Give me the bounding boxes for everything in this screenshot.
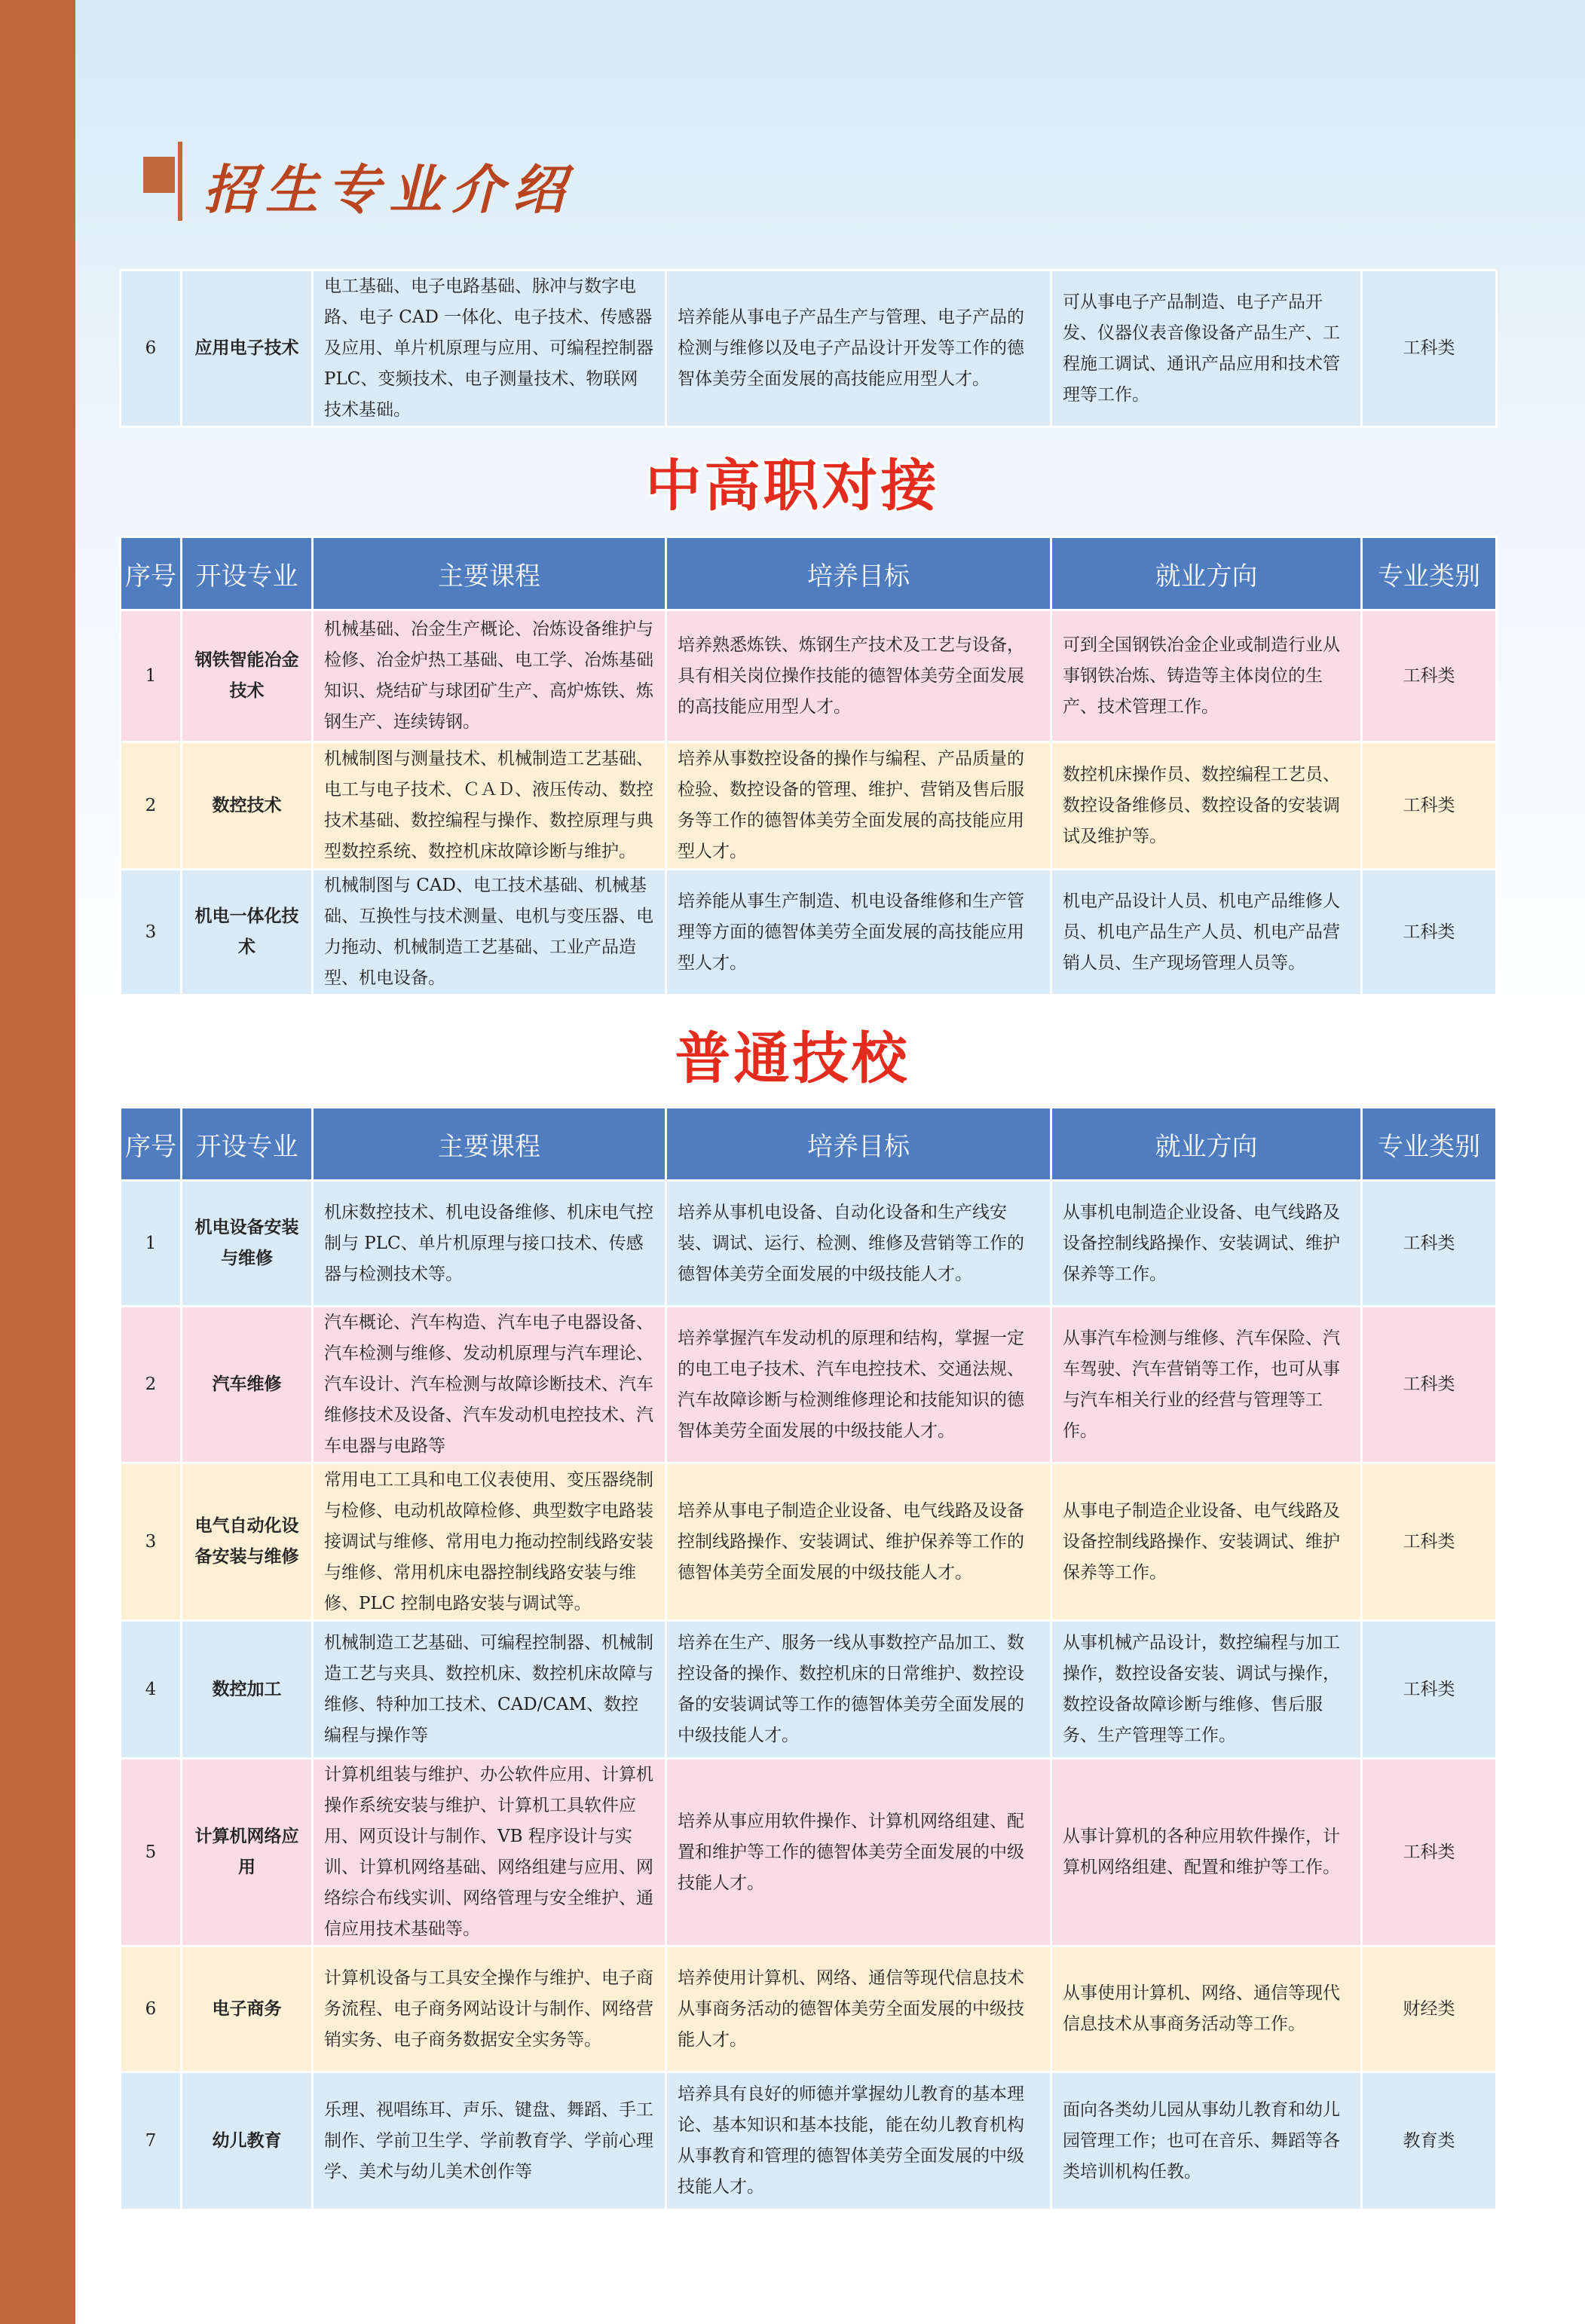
employment-direction: 从事计算机的各种应用软件操作，计算机网络组建、配置和维护等工作。 — [1052, 1760, 1360, 1945]
major-category: 工科类 — [1363, 1307, 1495, 1462]
major-name: 计算机网络应用 — [182, 1760, 311, 1945]
training-goal: 培养使用计算机、网络、通信等现代信息技术从事商务活动的德智体美劳全面发展的中级技能人才。 — [667, 1947, 1050, 2071]
employment-direction: 从事机械产品设计，数控编程与加工操作，数控设备安装、调试与操作，数控设备故障诊断与维修、售后服务、生产管理等工作。 — [1052, 1622, 1360, 1757]
table-row — [121, 743, 1495, 868]
row-index: 6 — [121, 271, 180, 426]
table-header-row — [121, 538, 1495, 609]
employment-direction: 机电产品设计人员、机电产品维修人员、机电产品生产人员、机电产品营销人员、生产现场管理人员等。 — [1052, 870, 1360, 994]
header-block-icon — [143, 157, 175, 193]
header-job: 就业方向 — [1052, 1108, 1360, 1179]
major-category: 工科类 — [1363, 1622, 1495, 1757]
major-name: 电气自动化设备安装与维修 — [182, 1464, 311, 1619]
middle-table — [119, 536, 1498, 996]
major-name: 数控技术 — [182, 743, 311, 868]
table-row — [121, 1760, 1495, 1945]
table-row — [121, 1464, 1495, 1619]
table-row — [121, 271, 1495, 426]
training-goal: 培养在生产、服务一线从事数控产品加工、数控设备的操作、数控机床的日常维护、数控设备的安装调试等工作的德智体美劳全面发展的中级技能人才。 — [667, 1622, 1050, 1757]
employment-direction: 面向各类幼儿园从事幼儿教育和幼儿园管理工作；也可在音乐、舞蹈等各类培训机构任教。 — [1052, 2073, 1360, 2209]
table-header-row — [121, 1108, 1495, 1179]
main-courses: 计算机设备与工具安全操作与维护、电子商务流程、电子商务网站设计与制作、网络营销实务、电子商务数据安全实务等。 — [314, 1947, 665, 2071]
training-goal: 培养具有良好的师德并掌握幼儿教育的基本理论、基本知识和基本技能，能在幼儿教育机构从事教育和管理的德智体美劳全面发展的中级技能人才。 — [667, 2073, 1050, 2209]
header-category: 专业类别 — [1363, 538, 1495, 609]
major-category: 工科类 — [1363, 611, 1495, 741]
employment-direction: 从事电子制造企业设备、电气线路及设备控制线路操作、安装调试、维护保养等工作。 — [1052, 1464, 1360, 1619]
header-index: 序号 — [121, 538, 180, 609]
page-title: 招生专业介绍 — [203, 158, 574, 221]
major-category: 工科类 — [1363, 271, 1495, 426]
training-goal: 培养从事数控设备的操作与编程、产品质量的检验、数控设备的管理、维护、营销及售后服务等工作的德智体美劳全面发展的高技能应用型人才。 — [667, 743, 1050, 868]
major-category: 教育类 — [1363, 2073, 1495, 2209]
row-index: 3 — [121, 870, 180, 994]
header-courses: 主要课程 — [314, 538, 665, 609]
table-row — [121, 611, 1495, 741]
table-row — [121, 1307, 1495, 1462]
major-category: 工科类 — [1363, 743, 1495, 868]
employment-direction: 从事使用计算机、网络、通信等现代信息技术从事商务活动等工作。 — [1052, 1947, 1360, 2071]
header-major: 开设专业 — [182, 538, 311, 609]
major-name: 钢铁智能冶金技术 — [182, 611, 311, 741]
main-courses: 汽车概论、汽车构造、汽车电子电器设备、汽车检测与维修、发动机原理与汽车理论、汽车设计、汽车检测与故障诊断技术、汽车维修技术及设备、汽车发动机电控技术、汽车电器与电路等 — [314, 1307, 665, 1462]
main-courses: 乐理、视唱练耳、声乐、键盘、舞蹈、手工制作、学前卫生学、学前教育学、学前心理学、美术与幼儿美术创作等 — [314, 2073, 665, 2209]
header-job: 就业方向 — [1052, 538, 1360, 609]
major-name: 机电一体化技术 — [182, 870, 311, 994]
header-courses: 主要课程 — [314, 1108, 665, 1179]
header-index: 序号 — [121, 1108, 180, 1179]
row-index: 2 — [121, 743, 180, 868]
major-name: 机电设备安装与维修 — [182, 1182, 311, 1305]
row-index: 7 — [121, 2073, 180, 2209]
major-category: 财经类 — [1363, 1947, 1495, 2071]
major-category: 工科类 — [1363, 1760, 1495, 1945]
major-category: 工科类 — [1363, 870, 1495, 994]
major-name: 数控加工 — [182, 1622, 311, 1757]
row-index: 2 — [121, 1307, 180, 1462]
table-row — [121, 1947, 1495, 2071]
training-goal: 培养从事应用软件操作、计算机网络组建、配置和维护等工作的德智体美劳全面发展的中级技能人才。 — [667, 1760, 1050, 1945]
training-goal: 培养从事机电设备、自动化设备和生产线安装、调试、运行、检测、维修及营销等工作的德智体美劳全面发展的中级技能人才。 — [667, 1182, 1050, 1305]
side-bar — [0, 0, 75, 2324]
general-table — [119, 1106, 1498, 2211]
row-index: 4 — [121, 1622, 180, 1757]
main-courses: 计算机组装与维护、办公软件应用、计算机操作系统安装与维护、计算机工具软件应用、网页设计与制作、VB 程序设计与实训、计算机网络基础、网络组建与应用、网络综合布线实训、网络管理与安全维护、通信应用技术基础等。 — [314, 1760, 665, 1945]
row-index: 1 — [121, 611, 180, 741]
main-courses: 机床数控技术、机电设备维修、机床电气控制与 PLC、单片机原理与接口技术、传感器与检测技术等。 — [314, 1182, 665, 1305]
employment-direction: 从事汽车检测与维修、汽车保险、汽车驾驶、汽车营销等工作，也可从事与汽车相关行业的经营与管理等工作。 — [1052, 1307, 1360, 1462]
training-goal: 培养能从事电子产品生产与管理、电子产品的检测与维修以及电子产品设计开发等工作的德智体美劳全面发展的高技能应用型人才。 — [667, 271, 1050, 426]
training-goal: 培养从事电子制造企业设备、电气线路及设备控制线路操作、安装调试、维护保养等工作的德智体美劳全面发展的中级技能人才。 — [667, 1464, 1050, 1619]
table-row — [121, 1622, 1495, 1757]
main-courses: 常用电工工具和电工仪表使用、变压器绕制与检修、电动机故障检修、典型数字电路装接调试与维修、常用电力拖动控制线路安装与维修、常用机床电器控制线路安装与维修、PLC 控制电路安装与调试等。 — [314, 1464, 665, 1619]
table-row — [121, 1182, 1495, 1305]
main-courses: 机械制图与测量技术、机械制造工艺基础、电工与电子技术、ＣＡＤ、液压传动、数控技术基础、数控编程与操作、数控原理与典型数控系统、数控机床故障诊断与维护。 — [314, 743, 665, 868]
header-category: 专业类别 — [1363, 1108, 1495, 1179]
employment-direction: 可到全国钢铁冶金企业或制造行业从事钢铁冶炼、铸造等主体岗位的生产、技术管理工作。 — [1052, 611, 1360, 741]
header-divider — [178, 142, 182, 221]
header-goal: 培养目标 — [667, 538, 1050, 609]
section-title-general: 普通技校 — [675, 1026, 910, 1091]
row-index: 6 — [121, 1947, 180, 2071]
employment-direction: 数控机床操作员、数控编程工艺员、数控设备维修员、数控设备的安装调试及维护等。 — [1052, 743, 1360, 868]
row-index: 5 — [121, 1760, 180, 1945]
major-name: 汽车维修 — [182, 1307, 311, 1462]
major-name: 电子商务 — [182, 1947, 311, 2071]
section-title-middle: 中高职对接 — [645, 454, 940, 518]
row-index: 1 — [121, 1182, 180, 1305]
major-category: 工科类 — [1363, 1464, 1495, 1619]
training-goal: 培养熟悉炼铁、炼钢生产技术及工艺与设备，具有相关岗位操作技能的德智体美劳全面发展的高技能应用型人才。 — [667, 611, 1050, 741]
row-index: 3 — [121, 1464, 180, 1619]
main-courses: 机械制造工艺基础、可编程控制器、机械制造工艺与夹具、数控机床、数控机床故障与维修、特种加工技术、CAD/CAM、数控编程与操作等 — [314, 1622, 665, 1757]
table-row — [121, 2073, 1495, 2209]
table-row — [121, 870, 1495, 994]
training-goal: 培养掌握汽车发动机的原理和结构，掌握一定的电工电子技术、汽车电控技术、交通法规、汽车故障诊断与检测维修理论和技能知识的德智体美劳全面发展的中级技能人才。 — [667, 1307, 1050, 1462]
major-name: 应用电子技术 — [182, 271, 311, 426]
main-courses: 机械基础、冶金生产概论、冶炼设备维护与检修、冶金炉热工基础、电工学、冶炼基础知识、烧结矿与球团矿生产、高炉炼铁、炼钢生产、连续铸钢。 — [314, 611, 665, 741]
top-table — [119, 269, 1498, 428]
header-major: 开设专业 — [182, 1108, 311, 1179]
training-goal: 培养能从事生产制造、机电设备维修和生产管理等方面的德智体美劳全面发展的高技能应用型人才。 — [667, 870, 1050, 994]
main-courses: 机械制图与 CAD、电工技术基础、机械基础、互换性与技术测量、电机与变压器、电力拖动、机械制造工艺基础、工业产品造型、机电设备。 — [314, 870, 665, 994]
main-courses: 电工基础、电子电路基础、脉冲与数字电路、电子 CAD 一体化、电子技术、传感器及应用、单片机原理与应用、可编程控制器 PLC、变频技术、电子测量技术、物联网技术基础。 — [314, 271, 665, 426]
employment-direction: 可从事电子产品制造、电子产品开发、仪器仪表音像设备产品生产、工程施工调试、通讯产品应用和技术管理等工作。 — [1052, 271, 1360, 426]
major-name: 幼儿教育 — [182, 2073, 311, 2209]
header-goal: 培养目标 — [667, 1108, 1050, 1179]
major-category: 工科类 — [1363, 1182, 1495, 1305]
employment-direction: 从事机电制造企业设备、电气线路及设备控制线路操作、安装调试、维护保养等工作。 — [1052, 1182, 1360, 1305]
